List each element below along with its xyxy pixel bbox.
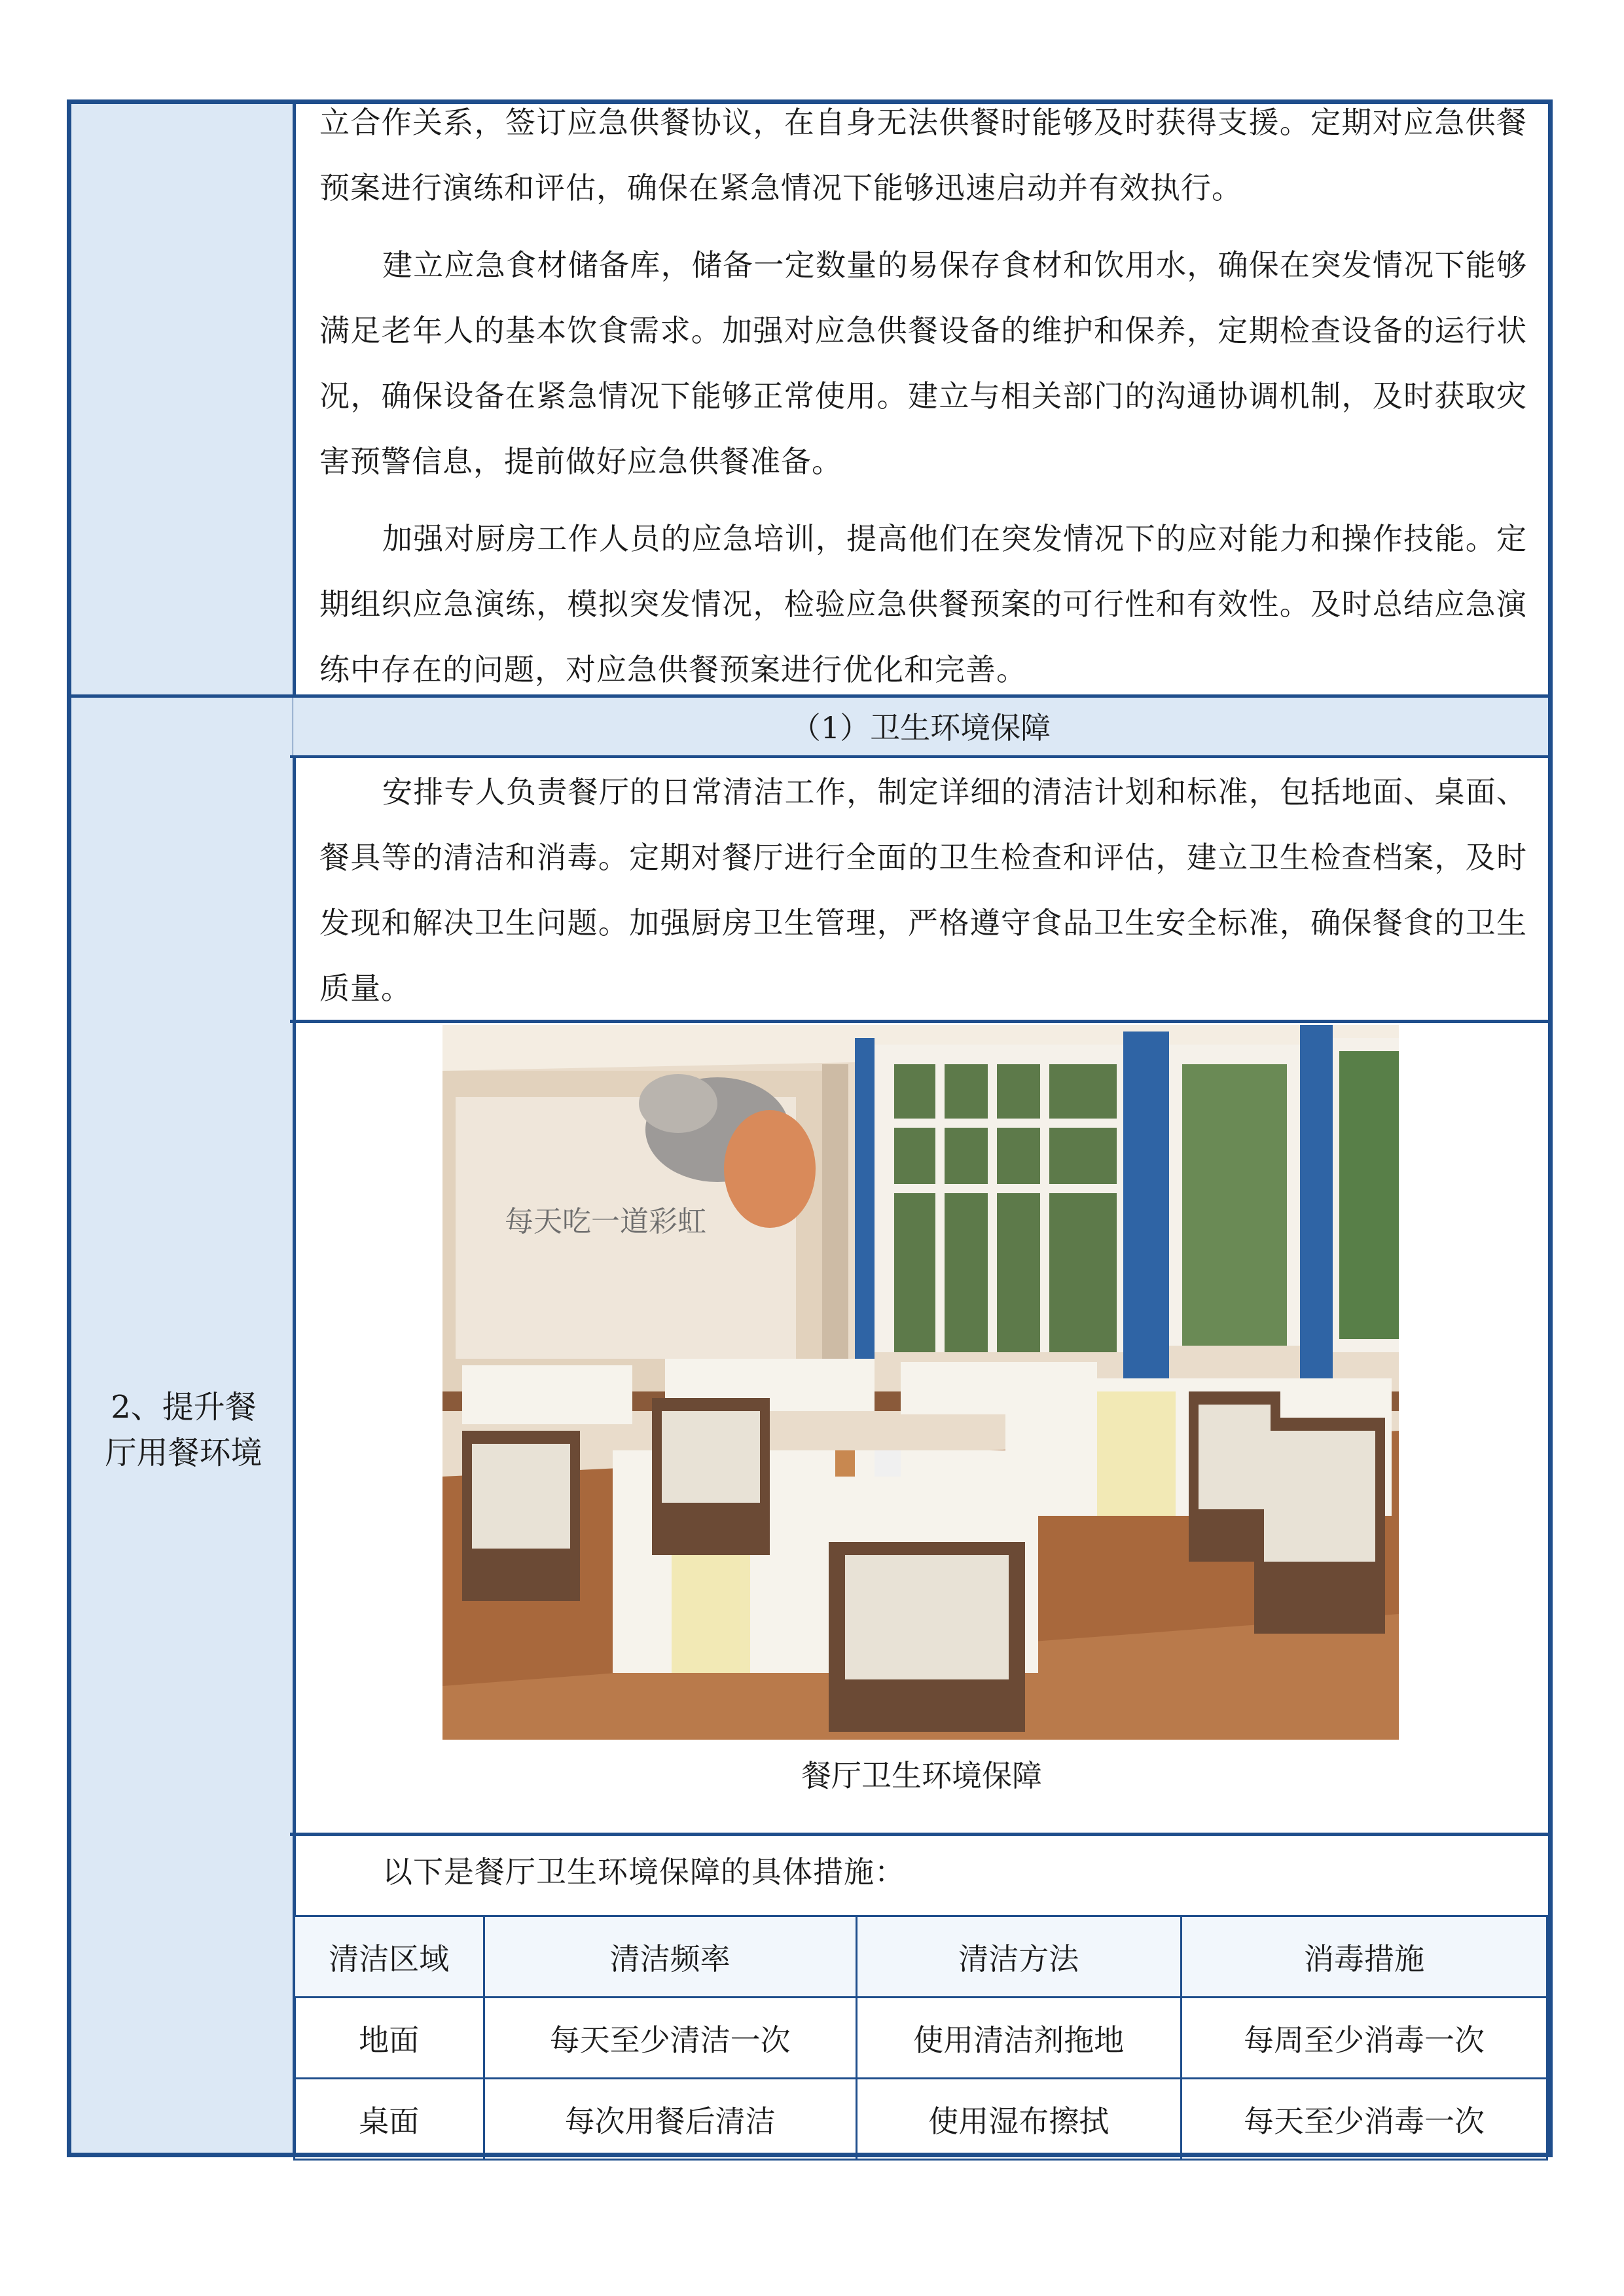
- hygiene-intro: [319, 759, 1527, 1021]
- hygiene-measures-table: [293, 1915, 1548, 2161]
- paragraph-continued: 立合作关系，签订应急供餐协议，在自身无法供餐时能够及时获得支援。定期对应急供餐预案进行演练和评估，确保在紧急情况下能够迅速启动并有效执行。: [319, 105, 1527, 206]
- row-divider: [290, 755, 1553, 758]
- table-cell: 每天至少清洁一次: [484, 1998, 856, 2079]
- table-cell: 地面: [295, 1998, 484, 2079]
- table-cell: 桌面: [295, 2079, 484, 2160]
- table-intro: [319, 1839, 1527, 1905]
- table-row: [295, 1998, 1547, 2079]
- section-label-line1: 2、提升餐: [111, 1389, 257, 1426]
- subheading-hygiene: （1）卫生环境保障: [293, 698, 1548, 755]
- table-cell: 每天至少消毒一次: [1181, 2079, 1547, 2160]
- row-divider: [290, 1833, 1553, 1836]
- table-intro-text: 以下是餐厅卫生环境保障的具体措施：: [382, 1854, 905, 1890]
- section-label-line2: 厅用餐环境: [105, 1435, 262, 1471]
- header-area: 清洁区域: [295, 1916, 484, 1998]
- photo-caption: 餐厅卫生环境保障: [801, 1758, 1042, 1793]
- restaurant-photo: [442, 1025, 1399, 1740]
- paragraph-training: 加强对厨房工作人员的应急培训，提高他们在突发情况下的应对能力和操作技能。定期组织应急演练，模拟突发情况，检验应急供餐预案的可行性和有效性。及时总结应急演练中存在的问题，对应急供餐预案进行优化和完善。: [319, 521, 1527, 687]
- wall-slogan: 每天吃一道彩虹: [505, 1205, 706, 1238]
- table-row: [295, 2079, 1547, 2160]
- table-cell: 使用湿布擦拭: [856, 2079, 1181, 2160]
- table-cell: 每次用餐后清洁: [484, 2079, 856, 2160]
- table-cell: 每周至少消毒一次: [1181, 1998, 1547, 2079]
- header-frequency: 清洁频率: [484, 1916, 856, 1998]
- header-method: 清洁方法: [856, 1916, 1181, 1998]
- category-column: [71, 104, 296, 2153]
- emergency-catering-text: [319, 90, 1527, 702]
- table-header-row: [295, 1916, 1547, 1998]
- table-cell: 使用清洁剂拖地: [856, 1998, 1181, 2079]
- section-label: [71, 1384, 296, 1476]
- paragraph-storage: 建立应急食材储备库，储备一定数量的易保存食材和饮用水，确保在突发情况下能够满足老年人的基本饮食需求。加强对应急供餐设备的维护和保养，定期检查设备的运行状况，确保设备在紧急情况下能够正常使用。建立与相关部门的沟通协调机制，及时获取灾害预警信息，提前做好应急供餐准备。: [319, 247, 1527, 479]
- hygiene-intro-text: 安排专人负责餐厅的日常清洁工作，制定详细的清洁计划和标准，包括地面、桌面、餐具等的清洁和消毒。定期对餐厅进行全面的卫生检查和评估，建立卫生检查档案，及时发现和解决卫生问题。加强厨房卫生管理，严格遵守食品卫生安全标准，确保餐食的卫生质量。: [319, 774, 1527, 1006]
- header-disinfection: 消毒措施: [1181, 1916, 1547, 1998]
